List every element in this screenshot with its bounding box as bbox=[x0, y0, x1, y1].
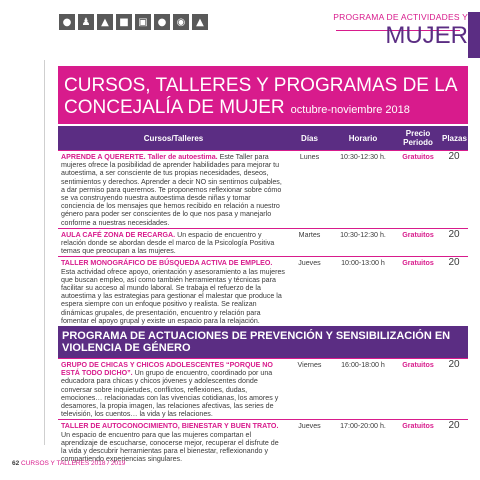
course-price: Gratuitos bbox=[396, 420, 440, 465]
course-day: Viernes bbox=[289, 359, 330, 420]
course-title: TALLER MONOGRÁFICO DE BÚSQUEDA ACTIVA DE EMPLEO. bbox=[61, 259, 273, 268]
course-text: Este Taller para mujeres ofrece la posibilidad de aprender habilidades para mejorar tu autoestima, a ser consciente de tus propias necesidades, deseos, sentimientos y derechos. Aprender a decir NO sin sentirnos culpables, a dar permiso para querernos. Te proponemos reflexionar sobre cómo se va construyendo nuestra autoestima desde niñas y tomar conciencia de los mensajes que hemos recibido en relación a nuestro género para poder ser conscientes de lo que nos pasa y manejarlo conforme a nuestras necesidades. bbox=[61, 153, 282, 227]
col-courses: Cursos/Talleres bbox=[58, 126, 289, 151]
col-price bbox=[396, 126, 440, 151]
banner-title-text: CONCEJALÍA DE MUJER bbox=[64, 97, 285, 118]
course-title: GRUPO DE CHICAS Y CHICOS ADOLESCENTES “PORQUE NO ESTÁ TODO DICHO”. bbox=[61, 361, 273, 378]
course-desc bbox=[58, 420, 289, 465]
col-places: Plazas bbox=[440, 126, 468, 151]
banner-subtitle: octubre-noviembre 2018 bbox=[290, 104, 410, 116]
chef-icon: ♟ bbox=[78, 14, 94, 30]
walking-icon: ▲ bbox=[192, 14, 208, 30]
page-footer bbox=[12, 460, 125, 467]
course-text: Un espacio de encuentro y relación donde se abordan desde el marco de la Psicología Positiva temas que preocupan a las mujeres. bbox=[61, 230, 275, 256]
course-desc bbox=[58, 151, 289, 229]
course-desc bbox=[58, 359, 289, 420]
table-row bbox=[58, 228, 468, 257]
mujer-label: MUJER bbox=[385, 22, 468, 49]
reading-icon: ■ bbox=[116, 14, 132, 30]
col-price-line1: Precio bbox=[405, 129, 431, 138]
section-row bbox=[58, 326, 468, 359]
table-row bbox=[58, 257, 468, 326]
table-header bbox=[58, 126, 468, 151]
table-row bbox=[58, 151, 468, 229]
course-text: Un espacio de encuentro para que las mujeres compartan el aprendizaje de escucharse, conocerse mejor, recuperar el disfrute de la vida y descubrir herramientas para el bienestar, reflexionando y compartiendo experiencias singulares. bbox=[61, 430, 279, 464]
course-time: 17:00-20:00 h. bbox=[330, 420, 396, 465]
sports-icon: ◉ bbox=[173, 14, 189, 30]
course-desc bbox=[58, 228, 289, 257]
course-places: 20 bbox=[440, 257, 468, 326]
course-text: Un grupo de encuentro, coordinado por una educadora para chicas y chicos jóvenes y adolescentes donde conversar sobre inquietudes, conflictos, reflexiones, dudas, emociones… relacionadas con las vivencias cotidianas, los amores y desamores, la propia imagen, las relaciones afectivas, las series de televisión, los cuentos… la vida y las relaciones. bbox=[61, 369, 279, 419]
group-icon: ● bbox=[154, 14, 170, 30]
course-price: Gratuitos bbox=[396, 257, 440, 326]
banner-title-line2 bbox=[64, 98, 410, 120]
course-day: Jueves bbox=[289, 257, 330, 326]
computer-icon: ▣ bbox=[135, 14, 151, 30]
banner-title-line1: CURSOS, TALLERES Y PROGRAMAS DE LA bbox=[64, 75, 458, 96]
left-margin-rule bbox=[44, 60, 45, 445]
person-icon: ● bbox=[59, 14, 75, 30]
course-price: Gratuitos bbox=[396, 228, 440, 257]
courses-table bbox=[58, 126, 468, 465]
footer-text: CURSOS Y TALLERES 2018 / 2019 bbox=[21, 460, 126, 467]
title-banner bbox=[58, 66, 468, 124]
course-day: Martes bbox=[289, 228, 330, 257]
course-title: AULA CAFÉ ZONA DE RECARGA. bbox=[61, 230, 176, 239]
course-time: 10:00-13:00 h bbox=[330, 257, 396, 326]
course-desc bbox=[58, 257, 289, 326]
course-places: 20 bbox=[440, 228, 468, 257]
course-places: 20 bbox=[440, 359, 468, 420]
exercise-icon: ▲ bbox=[97, 14, 113, 30]
course-time: 16:00-18:00 h bbox=[330, 359, 396, 420]
col-time: Horario bbox=[330, 126, 396, 151]
course-places: 20 bbox=[440, 151, 468, 229]
course-title: TALLER DE AUTOCONOCIMIENTO, BIENESTAR Y BUEN TRATO. bbox=[61, 422, 279, 431]
activity-icon-strip bbox=[59, 14, 208, 30]
program-label: PROGRAMA DE ACTIVIDADES Y bbox=[333, 12, 468, 22]
course-day: Lunes bbox=[289, 151, 330, 229]
page-number: 62 bbox=[12, 460, 20, 467]
course-day: Jueves bbox=[289, 420, 330, 465]
col-price-line2: Periodo bbox=[403, 138, 433, 147]
course-price: Gratuitos bbox=[396, 359, 440, 420]
course-places: 20 bbox=[440, 420, 468, 465]
col-days: Días bbox=[289, 126, 330, 151]
section-header bbox=[333, 12, 468, 48]
table-row bbox=[58, 359, 468, 420]
course-time: 10:30-12:30 h. bbox=[330, 228, 396, 257]
course-time: 10:30-12:30 h. bbox=[330, 151, 396, 229]
course-title: APRENDE A QUERERTE. Taller de autoestima. bbox=[61, 153, 218, 161]
section-title: PROGRAMA DE ACTUACIONES DE PREVENCIÓN Y SENSIBILIZACIÓN EN VIOLENCIA DE GÉNERO bbox=[58, 326, 468, 359]
course-price: Gratuitos bbox=[396, 151, 440, 229]
course-text: Esta actividad ofrece apoyo, orientación y asesoramiento a las mujeres que buscan empleo, así como también herramientas y técnicas para facilitar su acceso al mundo laboral. Se trabaja el refuerzo de la autoestima y las estrategias para gestionar el malestar que produce la espera siempre con un enfoque positivo y realista. Se realizan dinámicas grupales, de presentación, encuentro y relación para fomentar el apoyo grupal y existe un espacio para la relajación. bbox=[61, 267, 285, 325]
table-row bbox=[58, 420, 468, 465]
purple-edge-bar bbox=[468, 12, 480, 58]
